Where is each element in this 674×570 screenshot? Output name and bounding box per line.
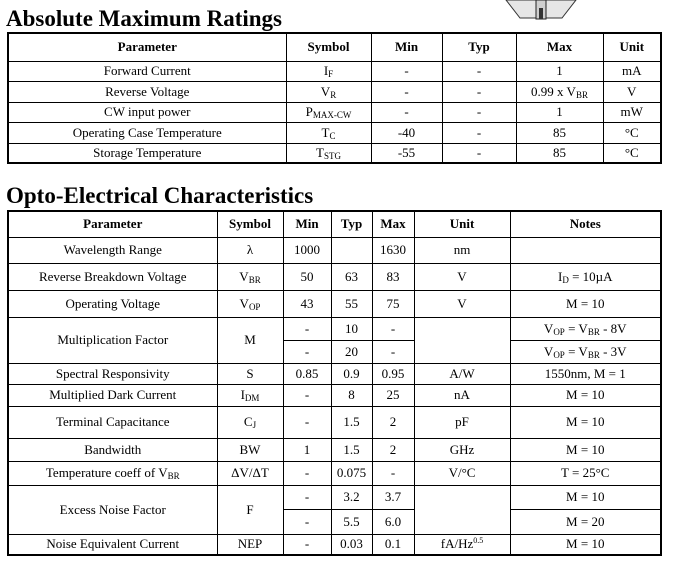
- notes-cell: [510, 237, 661, 263]
- unit-cell: $fA/Hz^{0.5}$: [414, 534, 510, 555]
- max-cell: 3.7: [372, 485, 414, 509]
- opto-electrical-table: [7, 210, 662, 556]
- header-symbol: Symbol: [217, 211, 283, 237]
- unit-cell: mA: [603, 61, 661, 81]
- param-cell: Excess Noise Factor: [8, 485, 217, 534]
- symbol-cell: ΔV/ΔT: [217, 461, 283, 485]
- symbol-cell: M: [217, 317, 283, 363]
- typ-cell: 20: [331, 340, 372, 363]
- notes-cell: M = 10: [510, 438, 661, 461]
- max-cell: 75: [372, 290, 414, 317]
- typ-cell: 0.9: [331, 363, 372, 384]
- max-cell: 85: [516, 143, 603, 163]
- max-cell: 0.99 x $V_{BR}$: [516, 81, 603, 102]
- notes-cell: M = 10: [510, 406, 661, 438]
- symbol-cell: $V_R$: [286, 81, 371, 102]
- header-parameter: Parameter: [8, 33, 286, 61]
- notes-cell: M = 20: [510, 509, 661, 534]
- param-cell: Operating Case Temperature: [8, 122, 286, 143]
- unit-cell: °C: [603, 143, 661, 163]
- symbol-cell: $T_C$: [286, 122, 371, 143]
- table-row: [8, 438, 661, 461]
- typ-cell: -: [442, 102, 516, 122]
- min-cell: -40: [371, 122, 442, 143]
- param-cell: Terminal Capacitance: [8, 406, 217, 438]
- max-cell: 6.0: [372, 509, 414, 534]
- param-cell: Operating Voltage: [8, 290, 217, 317]
- table-row: [8, 406, 661, 438]
- header-notes: Notes: [510, 211, 661, 237]
- min-cell: -: [283, 534, 331, 555]
- header-min: Min: [371, 33, 442, 61]
- symbol-cell: $V_{OP}$: [217, 290, 283, 317]
- table-row: [8, 485, 661, 509]
- min-cell: -: [283, 485, 331, 509]
- param-cell: Reverse Breakdown Voltage: [8, 263, 217, 290]
- param-cell: Bandwidth: [8, 438, 217, 461]
- max-cell: 0.95: [372, 363, 414, 384]
- unit-cell: nA: [414, 384, 510, 406]
- param-cell: Wavelength Range: [8, 237, 217, 263]
- param-cell: Reverse Voltage: [8, 81, 286, 102]
- unit-cell: A/W: [414, 363, 510, 384]
- unit-cell: V: [414, 290, 510, 317]
- typ-cell: -: [442, 61, 516, 81]
- typ-cell: -: [442, 122, 516, 143]
- opto-electrical-heading: Opto-Electrical Characteristics: [6, 183, 314, 208]
- table-row: [8, 290, 661, 317]
- header-parameter: Parameter: [8, 211, 217, 237]
- max-cell: 2: [372, 406, 414, 438]
- symbol-cell: $I_{DM}$: [217, 384, 283, 406]
- typ-cell: 1.5: [331, 406, 372, 438]
- max-cell: 1630: [372, 237, 414, 263]
- abs-max-ratings-table: [7, 32, 662, 164]
- abs-max-ratings-heading: Absolute Maximum Ratings: [6, 6, 283, 31]
- header-typ: Typ: [331, 211, 372, 237]
- max-cell: -: [372, 340, 414, 363]
- param-cell: Multiplication Factor: [8, 317, 217, 363]
- symbol-cell: $T_{STG}$: [286, 143, 371, 163]
- param-cell: Noise Equivalent Current: [8, 534, 217, 555]
- typ-cell: [331, 237, 372, 263]
- symbol-cell: BW: [217, 438, 283, 461]
- unit-cell: °C: [603, 122, 661, 143]
- max-cell: 1: [516, 61, 603, 81]
- typ-cell: 0.03: [331, 534, 372, 555]
- min-cell: -: [283, 384, 331, 406]
- typ-cell: 10: [331, 317, 372, 340]
- min-cell: -: [371, 102, 442, 122]
- header-max: Max: [516, 33, 603, 61]
- min-cell: 43: [283, 290, 331, 317]
- max-cell: 1: [516, 102, 603, 122]
- unit-cell: [414, 485, 510, 534]
- typ-cell: 0.075: [331, 461, 372, 485]
- header-typ: Typ: [442, 33, 516, 61]
- notes-cell: $V_{OP} = V_{BR} - 8V$: [510, 317, 661, 340]
- table-row: [8, 237, 661, 263]
- header-min: Min: [283, 211, 331, 237]
- max-cell: 83: [372, 263, 414, 290]
- typ-cell: 3.2: [331, 485, 372, 509]
- unit-cell: [414, 317, 510, 363]
- table-row: [8, 534, 661, 555]
- table-row: [8, 122, 661, 143]
- notes-cell: $V_{OP} = V_{BR} - 3V$: [510, 340, 661, 363]
- symbol-cell: $V_{BR}$: [217, 263, 283, 290]
- max-cell: 0.1: [372, 534, 414, 555]
- unit-cell: pF: [414, 406, 510, 438]
- table-row: [8, 461, 661, 485]
- symbol-cell: λ: [217, 237, 283, 263]
- symbol-cell: $P_{MAX-CW}$: [286, 102, 371, 122]
- max-cell: -: [372, 317, 414, 340]
- typ-cell: 63: [331, 263, 372, 290]
- max-cell: 25: [372, 384, 414, 406]
- table-row: [8, 363, 661, 384]
- notes-cell: M = 10: [510, 485, 661, 509]
- min-cell: -55: [371, 143, 442, 163]
- header-unit: Unit: [603, 33, 661, 61]
- param-cell: CW input power: [8, 102, 286, 122]
- table-header-row: [8, 33, 661, 61]
- min-cell: -: [283, 340, 331, 363]
- max-cell: 85: [516, 122, 603, 143]
- header-max: Max: [372, 211, 414, 237]
- symbol-cell: NEP: [217, 534, 283, 555]
- min-cell: 0.85: [283, 363, 331, 384]
- notes-cell: M = 10: [510, 290, 661, 317]
- notes-cell: 1550nm, M = 1: [510, 363, 661, 384]
- table-row: [8, 263, 661, 290]
- table-row: [8, 143, 661, 163]
- notes-cell: $I_D = 10\mu A$: [510, 263, 661, 290]
- min-cell: -: [371, 81, 442, 102]
- symbol-cell: $C_J$: [217, 406, 283, 438]
- unit-cell: V: [414, 263, 510, 290]
- max-cell: -: [372, 461, 414, 485]
- min-cell: 50: [283, 263, 331, 290]
- min-cell: -: [283, 461, 331, 485]
- table-row: [8, 317, 661, 340]
- typ-cell: 55: [331, 290, 372, 317]
- min-cell: -: [283, 509, 331, 534]
- max-cell: 2: [372, 438, 414, 461]
- unit-cell: V: [603, 81, 661, 102]
- param-cell: Forward Current: [8, 61, 286, 81]
- table-row: [8, 61, 661, 81]
- header-symbol: Symbol: [286, 33, 371, 61]
- notes-cell: M = 10: [510, 384, 661, 406]
- symbol-cell: F: [217, 485, 283, 534]
- typ-cell: 8: [331, 384, 372, 406]
- typ-cell: 1.5: [331, 438, 372, 461]
- header-unit: Unit: [414, 211, 510, 237]
- param-cell: Temperature coeff of $V_{BR}$: [8, 461, 217, 485]
- min-cell: -: [371, 61, 442, 81]
- typ-cell: 5.5: [331, 509, 372, 534]
- package-drawing-fragment: [504, 0, 578, 22]
- unit-cell: nm: [414, 237, 510, 263]
- typ-cell: -: [442, 81, 516, 102]
- table-header-row: [8, 211, 661, 237]
- typ-cell: -: [442, 143, 516, 163]
- param-cell: Multiplied Dark Current: [8, 384, 217, 406]
- unit-cell: mW: [603, 102, 661, 122]
- min-cell: -: [283, 406, 331, 438]
- notes-cell: M = 10: [510, 534, 661, 555]
- unit-cell: GHz: [414, 438, 510, 461]
- unit-cell: V/°C: [414, 461, 510, 485]
- symbol-cell: $I_F$: [286, 61, 371, 81]
- min-cell: -: [283, 317, 331, 340]
- table-row: [8, 384, 661, 406]
- symbol-cell: S: [217, 363, 283, 384]
- table-row: [8, 81, 661, 102]
- table-row: [8, 102, 661, 122]
- param-cell: Spectral Responsivity: [8, 363, 217, 384]
- min-cell: 1: [283, 438, 331, 461]
- notes-cell: T = 25°C: [510, 461, 661, 485]
- param-cell: Storage Temperature: [8, 143, 286, 163]
- min-cell: 1000: [283, 237, 331, 263]
